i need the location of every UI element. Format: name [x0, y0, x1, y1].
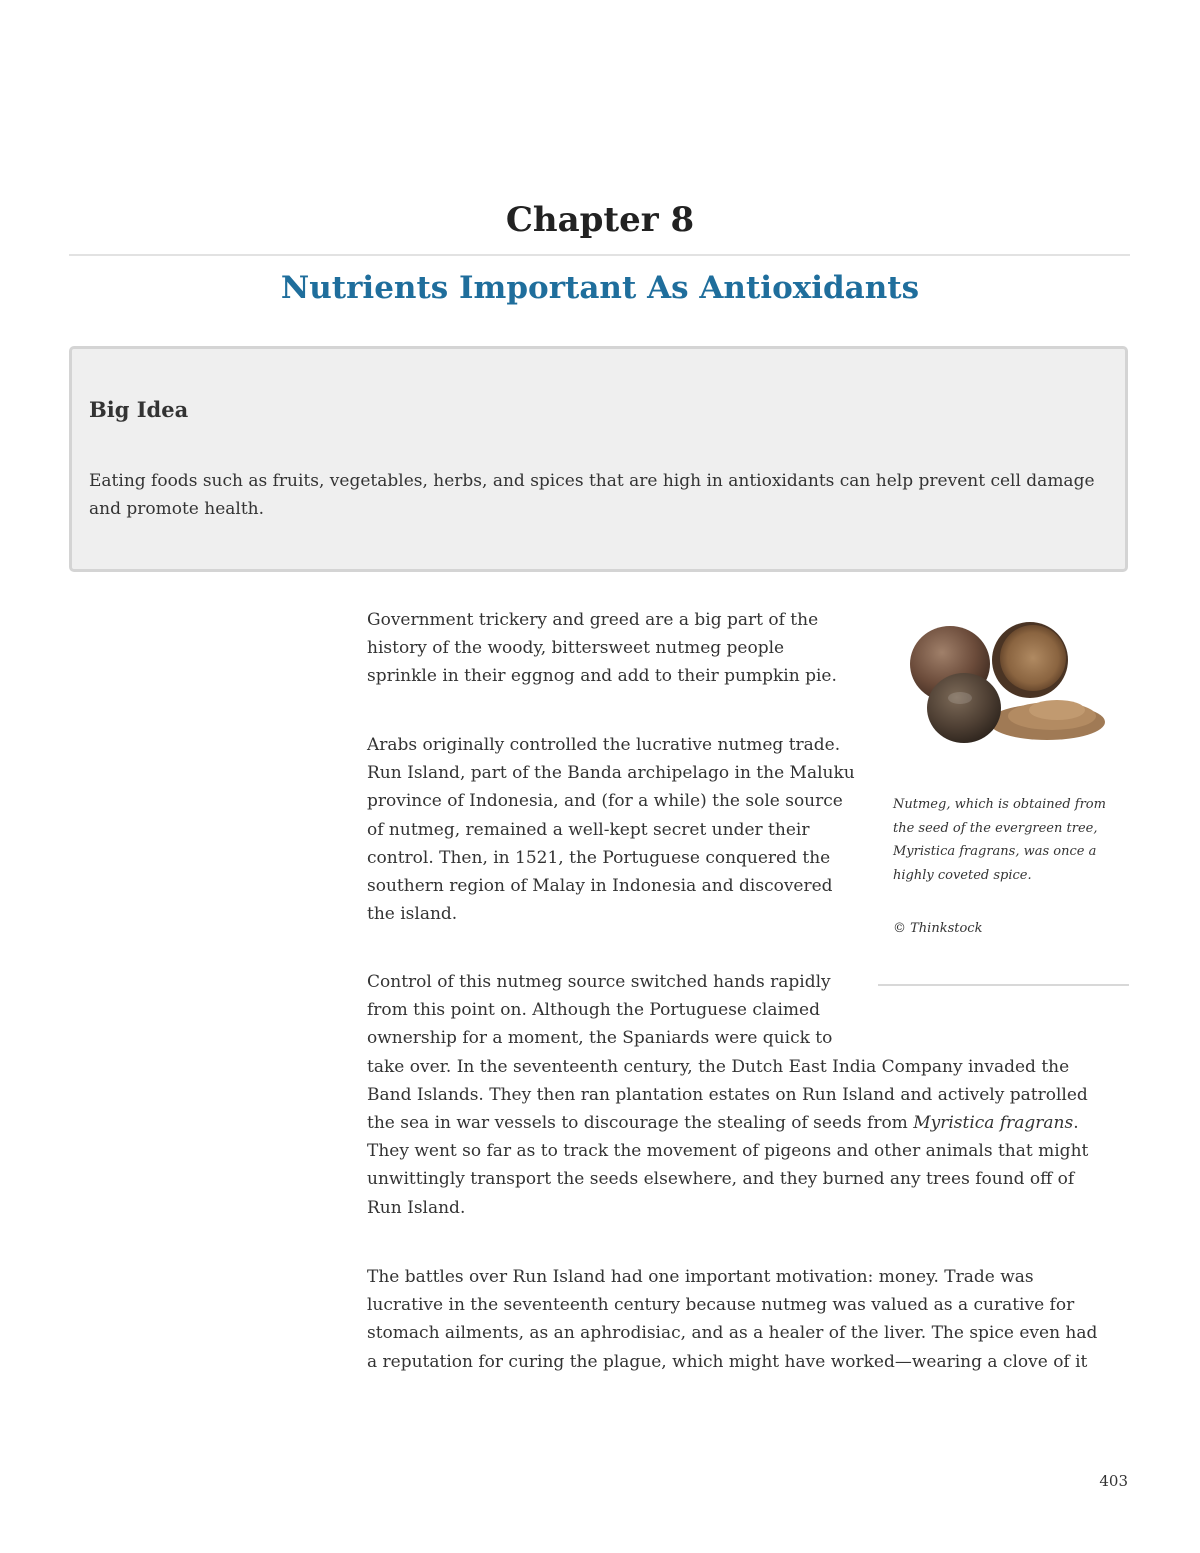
- figure-caption: Nutmeg, which is obtained from the seed of the evergreen tree, Myristica fragrans, was once a highly coveted spice.: [893, 797, 1106, 883]
- figure-credit: © Thinkstock: [893, 921, 983, 936]
- species-name: Myristica fragrans: [913, 1113, 1074, 1134]
- paragraph-3: Control of this nutmeg source switched hands rapidly from this point on. Although the Portuguese claimed ownership for a moment, the Spaniards were quick to take over. In the seventeenth century, the Dutch East India Company invaded the Band Islands. They then ran plantation estates on Run Island and actively patrolled the sea in war vessels to discourage the stealing of seeds from Myristica fragrans. They went so far as to track the movement of pigeons and other animals that might unwittingly transport the seeds elsewhere, and they burned any trees found off of Run Island.: [367, 972, 1089, 1218]
- paragraph-2: Arabs originally controlled the lucrative nutmeg trade. Run Island, part of the Banda archipelago in the Maluku province of Indonesia, and (for a while) the sole source of nutmeg, remained a well-kept secret under their control. Then, in 1521, the Portuguese conquered the southern region of Malay in Indonesia and discovered the island.: [367, 735, 855, 925]
- figure-divider: [878, 984, 1129, 986]
- big-idea-box: [69, 346, 1128, 572]
- chapter-title: Nutrients Important As Antioxidants: [280, 270, 920, 306]
- paragraph-1: Government trickery and greed are a big part of the history of the woody, bittersweet nutmeg people sprinkle in their eggnog and add to their pumpkin pie.: [367, 610, 837, 687]
- page-number: 403: [1099, 1472, 1128, 1490]
- paragraph-4: The battles over Run Island had one important motivation: money. Trade was lucrative in the seventeenth century because nutmeg was valued as a curative for stomach ailments, as an aphrodisiac, and as a healer of the liver. The spice even had a reputation for curing the plague, which might have worked—wearing a clove of it: [367, 1267, 1098, 1372]
- nutmeg-photo: [902, 612, 1112, 752]
- big-idea-heading: Big Idea: [89, 397, 189, 422]
- title-divider: [69, 254, 1130, 256]
- chapter-label: Chapter 8: [505, 200, 695, 240]
- big-idea-text: Eating foods such as fruits, vegetables, herbs, and spices that are high in antioxidants can help prevent cell damage and promote health.: [89, 471, 1095, 519]
